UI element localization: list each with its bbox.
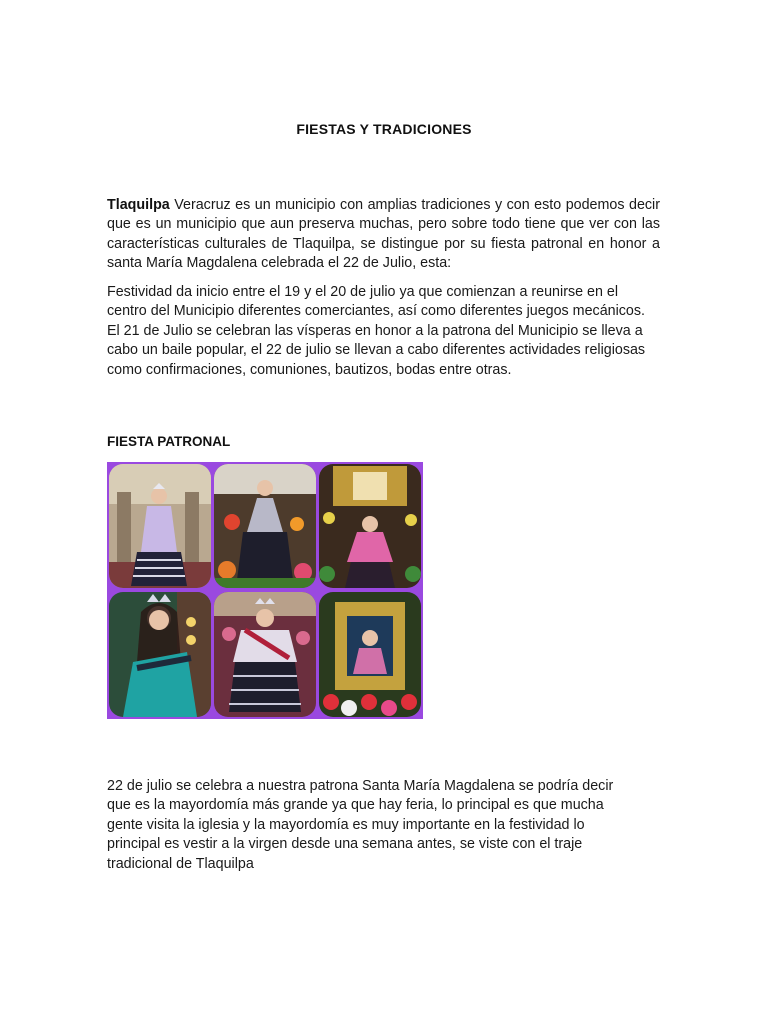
festivity-paragraph: Festividad da inicio entre el 19 y el 20 de julio ya que comienzan a reunirse en el centro del Municipio diferentes comerciantes, así como diferentes juegos mecánicos. El 21 de Julio se celebran las vísperas en honor a la patrona del Municipio se lleva a cabo un baile popular, el 22 de julio se llevan a cabo diferentes actividades religiosas como confirmaciones, comuniones, bautizos, bodas entre otras. xyxy=(107,284,646,378)
altar-frame-photo xyxy=(319,592,421,717)
saint-statue-photo-2 xyxy=(214,464,316,588)
saint-statue-photo-5 xyxy=(214,592,316,717)
intro-lead-word: Tlaquilpa xyxy=(107,197,170,213)
section-heading: FIESTA PATRONAL xyxy=(107,434,231,449)
saint-statue-photo-3 xyxy=(319,464,421,588)
saint-statue-photo-1 xyxy=(109,464,211,588)
closing-paragraph: 22 de julio se celebra a nuestra patrona Santa María Magdalena se podría decir que es la mayordomía más grande ya que hay feria, lo principal es que mucha gente visita la iglesia y la mayordomía es muy importante en la festividad lo principal es vestir a la virgen desde una semana antes, se viste con el traje tradicional de Tlaquilpa xyxy=(107,778,614,872)
saint-statue-photo-4 xyxy=(109,592,211,717)
photo-collage xyxy=(107,462,423,719)
intro-text: Veracruz es un municipio con amplias tradiciones y con esto podemos decir que es un municipio que aun preserva muchas, pero sobre todo tiene que ver con las características culturales de Tlaquilpa, se distingue por su fiesta patronal en honor a santa María Magdalena celebrada el 22 de Julio, esta: xyxy=(107,197,660,272)
document-title: FIESTAS Y TRADICIONES xyxy=(296,121,472,137)
intro-paragraph xyxy=(107,196,660,274)
